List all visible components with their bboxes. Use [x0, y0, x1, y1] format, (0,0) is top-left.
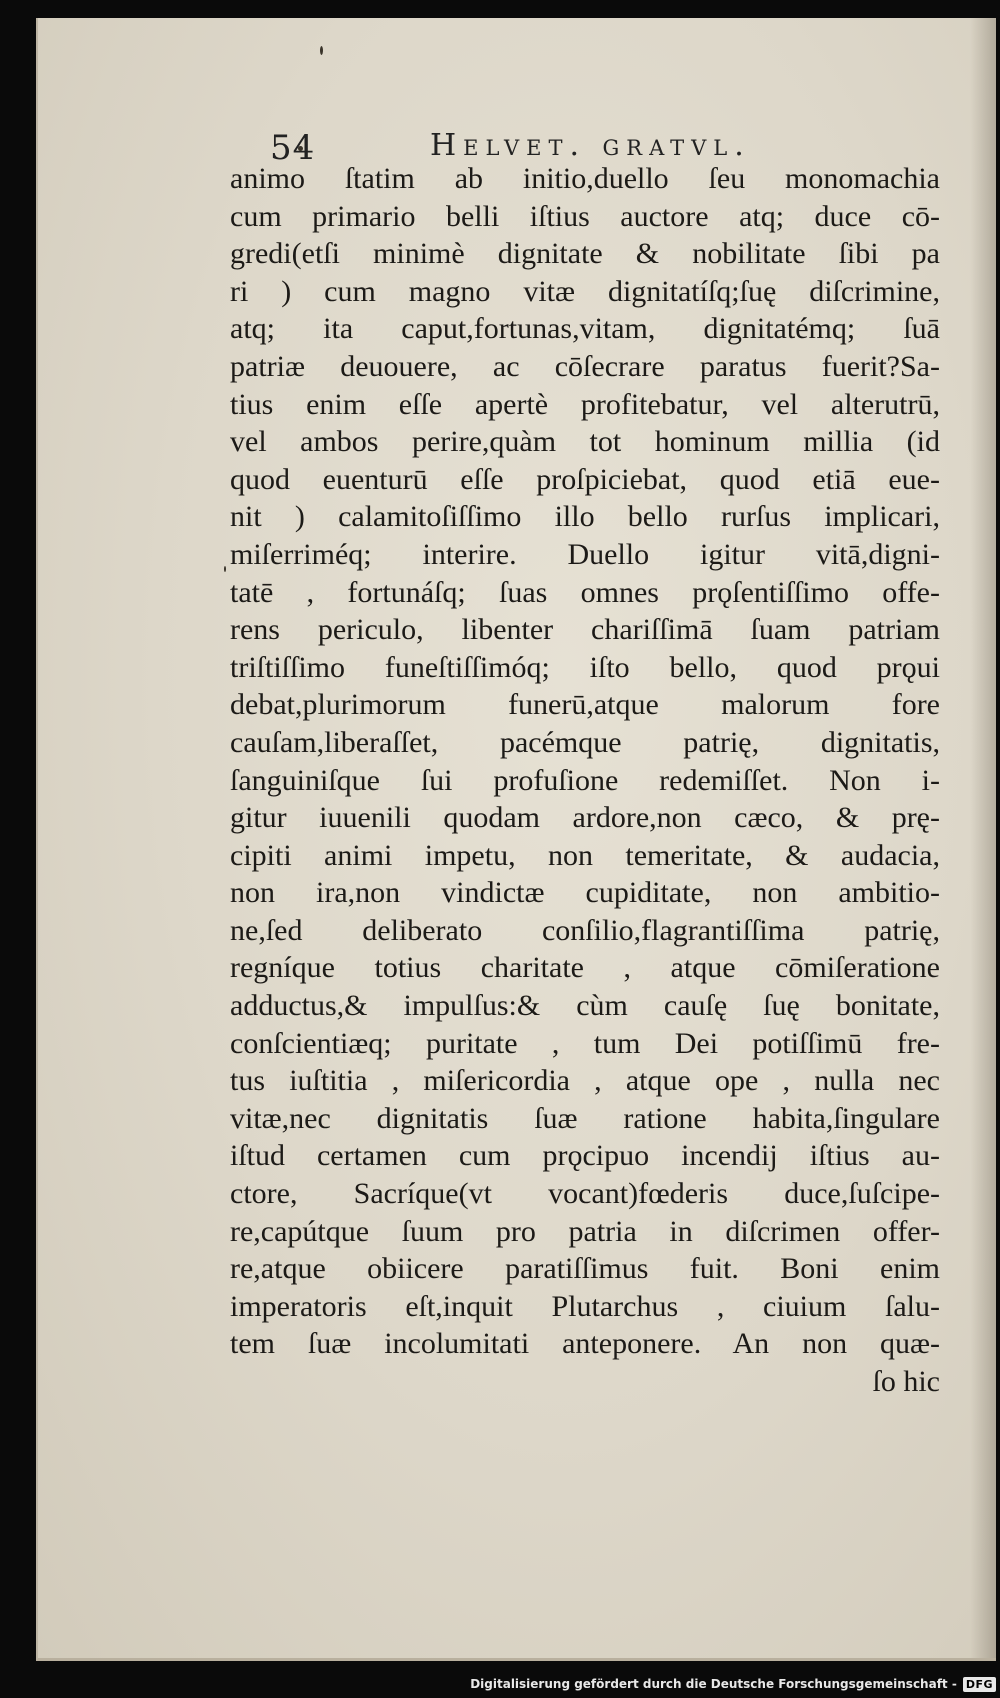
text-line: tius enim eſſe apertè profitebatur, vel alterutrū,: [230, 387, 940, 421]
page-number: 54: [270, 128, 316, 168]
text-line: ctore, Sacríque(vt vocant)fœderis duce,ſuſcipe-: [230, 1177, 940, 1211]
dfg-logo-icon: DFG: [963, 1677, 996, 1692]
text-line: ri ) cum magno vitæ dignitatíſq;ſuę diſcrimine,: [230, 274, 940, 308]
text-line: iſtud certamen cum prǫcipuo incendij iſtius au-: [230, 1139, 940, 1173]
running-head: Helvet. gratvl.: [430, 128, 751, 163]
text-line: regníque totius charitate , atque cōmiſeratione: [230, 951, 940, 985]
text-line: tem ſuæ incolumitati anteponere. An non quæ-: [230, 1327, 940, 1361]
text-line: triſtiſſimo funeſtiſſimóq; iſto bello, quod prǫui: [230, 650, 940, 684]
text-line: tatē , fortunáſq; ſuas omnes prǫſentiſſimo offe-: [230, 575, 940, 609]
text-line: patriæ deuouere, ac cōſecrare paratus fuerit?Sa-: [230, 349, 940, 383]
text-line: gitur iuuenili quodam ardore,non cæco, & prę-: [230, 801, 940, 835]
digitization-credit: [470, 1674, 996, 1694]
text-line: rens periculo, libenter chariſſimā ſuam patriam: [230, 613, 940, 647]
text-line: tus iuſtitia , miſericordia , atque ope , nulla nec: [230, 1064, 940, 1098]
text-line: atq; ita caput,fortunas,vitam, dignitatémq; ſuā: [230, 312, 940, 346]
text-line: vitæ,nec dignitatis ſuæ ratione habita,ſingulare: [230, 1101, 940, 1135]
text-line: miſerriméq; interire. Duello igitur vitā,digni-: [230, 537, 940, 571]
text-line: ne,ſed deliberato conſilio,flagrantiſſima patrię,: [230, 913, 940, 947]
text-line: ſanguiniſque ſui profuſione redemiſſet. Non i-: [230, 763, 940, 797]
text-line: conſcientiæq; puritate , tum Dei potiſſimū fre-: [230, 1026, 940, 1060]
body-text: [230, 160, 950, 1401]
text-line: animo ſtatim ab initio,duello ſeu monomachia: [230, 162, 940, 195]
text-line: imperatoris eſt,inquit Plutarchus , ciuium ſalu-: [230, 1289, 940, 1323]
text-line: vel ambos perire,quàm tot hominum millia (id: [230, 425, 940, 459]
text-line: quod euenturū eſſe proſpiciebat, quod etiā eue-: [230, 462, 940, 496]
ink-speck: [224, 566, 226, 572]
text-line: re,capútque ſuum pro patria in diſcrimen offer-: [230, 1214, 940, 1248]
text-line: adductus,& impulſus:& cùm cauſę ſuę bonitate,: [230, 989, 940, 1023]
text-line: cipiti animi impetu, non temeritate, & audacia,: [230, 838, 940, 872]
ink-speck: [320, 46, 323, 55]
page-gutter-shadow: [970, 18, 996, 1658]
text-line: nit ) calamitoſiſſimo illo bello rurſus implicari,: [230, 500, 940, 534]
text-line: re,atque obiicere paratiſſimus fuit. Boni enim: [230, 1252, 940, 1286]
text-line: cum primario belli iſtius auctore atq; duce cō-: [230, 199, 940, 233]
text-line: non ira,non vindictæ cupiditate, non ambitio-: [230, 876, 940, 910]
text-line: cauſam,liberaſſet, pacémque patrię, dignitatis,: [230, 725, 940, 759]
text-line: gredi(etſi minimè dignitate & nobilitate ſibi pa: [230, 237, 940, 271]
text-line: debat,plurimorum funerū,atque malorum fore: [230, 688, 940, 722]
credit-text: Digitalisierung gefördert durch die Deutsche Forschungsgemeinschaft -: [470, 1677, 957, 1691]
catchword: ſo hic: [872, 1365, 940, 1398]
